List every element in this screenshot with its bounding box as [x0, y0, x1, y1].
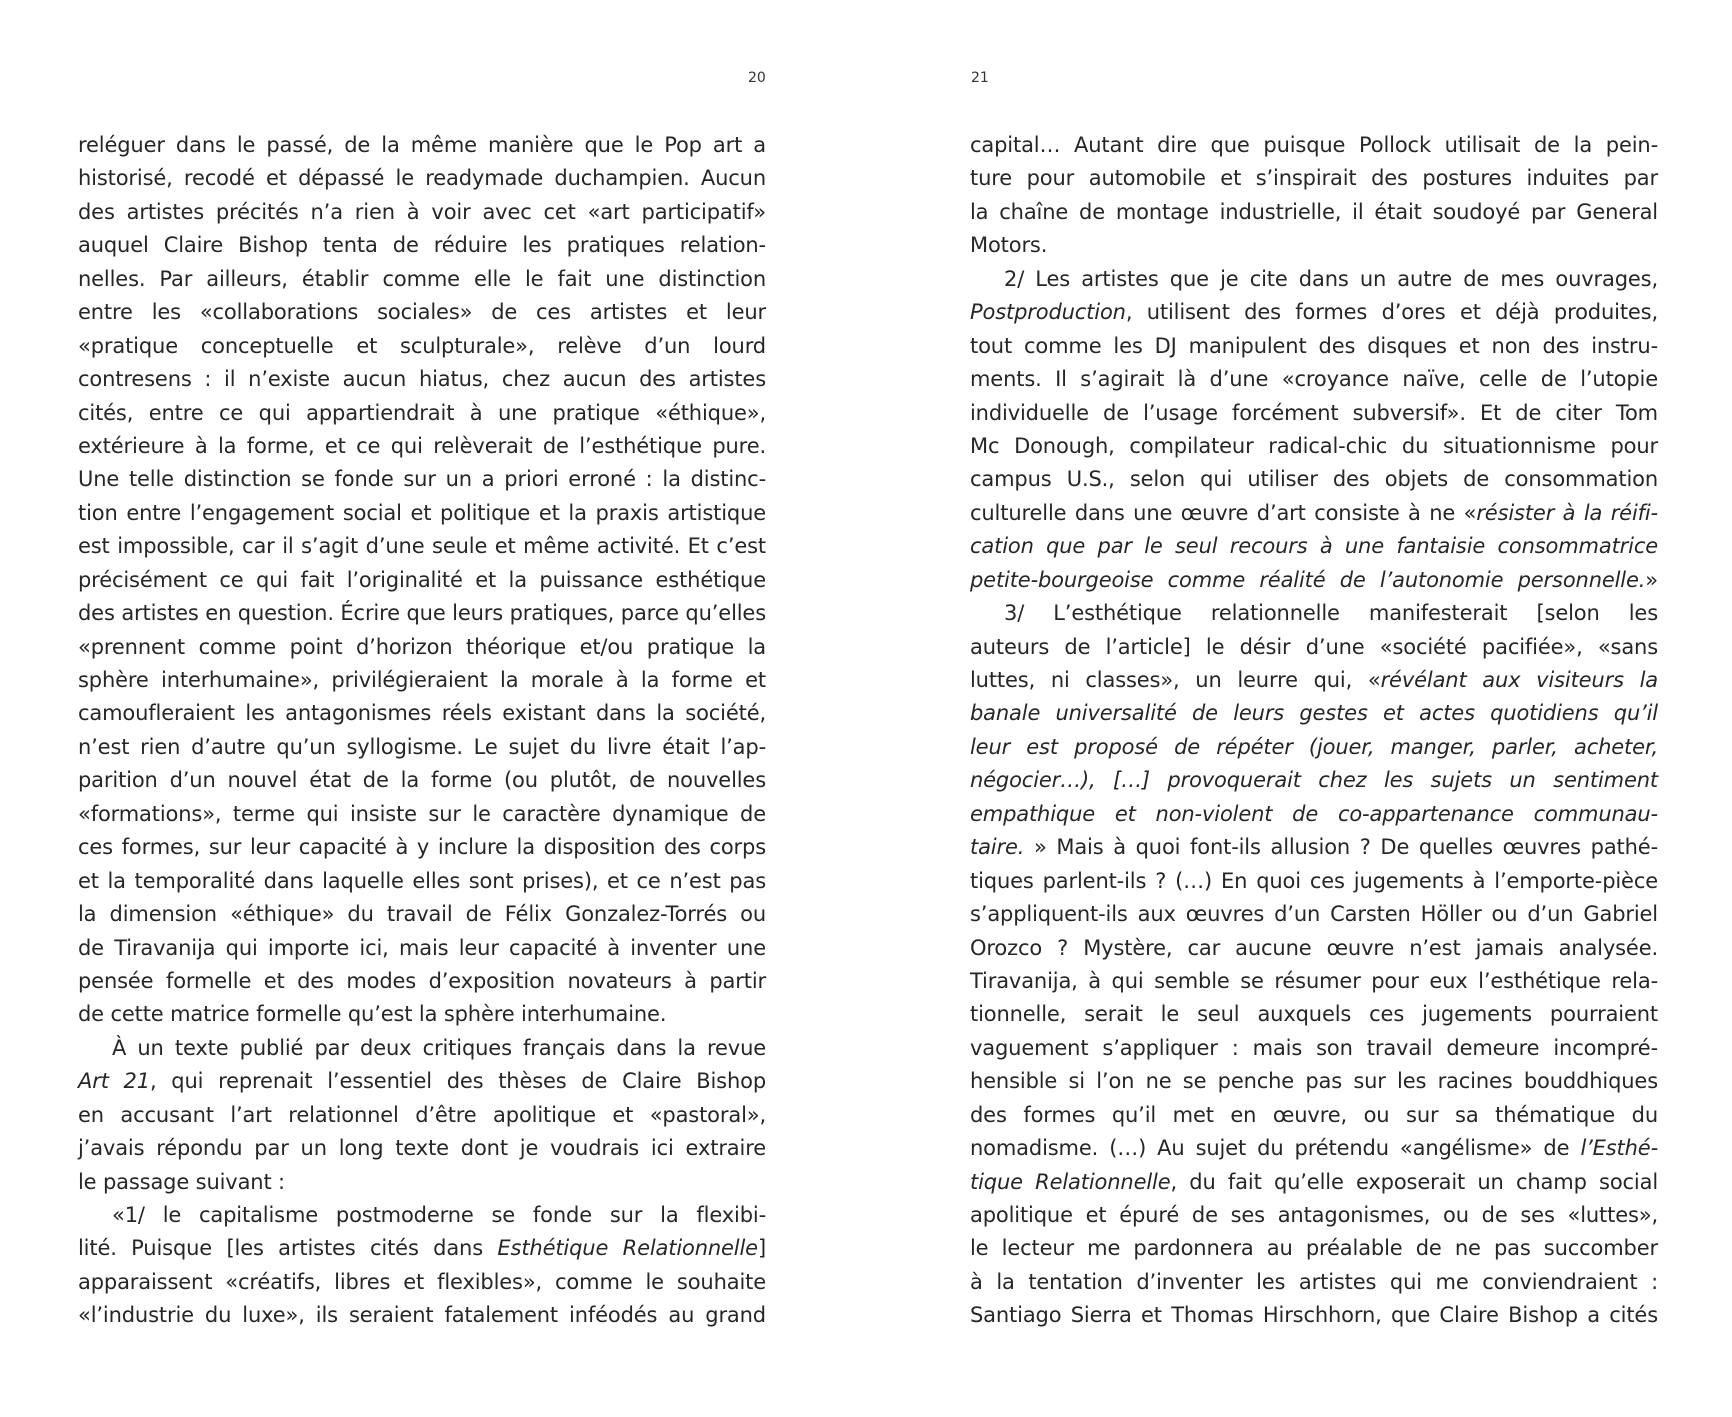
text-line [78, 463, 766, 496]
text-line [78, 430, 766, 463]
text-line [970, 764, 1658, 797]
italic-text: Art 21 [78, 1069, 150, 1094]
text-segment: extérieure à la forme, et ce qui relèverait de l’esthétique pure. [78, 433, 766, 458]
text-segment: cités, entre ce qui appartiendrait à une pratique «éthique», [78, 400, 766, 425]
text-segment: lité. Puisque [les artistes cités dans [78, 1236, 498, 1261]
text-line [78, 564, 766, 597]
text-line [970, 129, 1658, 162]
italic-text: tique Relationnelle [970, 1169, 1171, 1194]
text-line [78, 731, 766, 764]
text-segment: en accusant l’art relationnel d’être apolitique et «pastoral», [78, 1102, 766, 1127]
text-segment: entre les «collaborations sociales» de ces artistes et leur [78, 300, 766, 325]
text-segment: tion entre l’engagement social et politique et la praxis artistique [78, 500, 766, 525]
text-line [970, 463, 1658, 496]
text-line [78, 831, 766, 864]
text-segment: «l’industrie du luxe», ils seraient fatalement inféodés au grand [78, 1303, 766, 1328]
italic-text: petite-bourgeoise comme réalité de l’autonomie personnelle. [970, 567, 1646, 592]
text-line [78, 1065, 766, 1098]
text-line [78, 932, 766, 965]
text-segment: reléguer dans le passé, de la même manière que le Pop art a [78, 133, 766, 157]
text-line [970, 865, 1658, 898]
text-line [970, 831, 1658, 864]
page-number: 20 [748, 70, 766, 86]
text-segment: apparaissent «créatifs, libres et flexibles», comme le souhaite [78, 1269, 766, 1294]
text-line [78, 263, 766, 296]
italic-text: empathique et non-violent de co-appartenance communau- [970, 801, 1658, 826]
text-segment: et la temporalité dans laquelle elles sont prises), et ce n’est pas [78, 868, 766, 893]
text-line [78, 865, 766, 898]
text-segment: tiques parlent-ils ? (…) En quoi ces jugements à l’emporte-pièce [970, 868, 1658, 893]
text-segment: s’appliquent-ils aux œuvres d’un Carsten Höller ou d’un Gabriel [970, 902, 1658, 927]
text-segment: de cette matrice formelle qu’est la sphère interhumaine. [78, 1002, 667, 1027]
text-segment: pensée formelle et des modes d’exposition novateurs à partir [78, 968, 766, 993]
italic-text: révélant aux visiteurs la [1380, 668, 1658, 692]
italic-text: cation que par le seul recours à une fantaisie consommatrice [970, 534, 1658, 559]
text-line [970, 430, 1658, 463]
text-segment: camoufleraient les antagonismes réels existant dans la société, [78, 701, 766, 726]
text-line [970, 1032, 1658, 1065]
text-segment: auteurs de l’article] le désir d’une «société pacifiée», «sans [970, 634, 1658, 659]
text-segment: 3/ L’esthétique relationnelle manifesterait [selon les [1004, 601, 1658, 626]
text-segment: » [1645, 567, 1658, 592]
text-line [970, 798, 1658, 831]
italic-text: résister à la réifi- [1476, 500, 1658, 525]
italic-text: banale universalité de leurs gestes et actes quotidiens qu’il [970, 701, 1658, 726]
text-line [970, 397, 1658, 430]
text-line [970, 1132, 1658, 1165]
text-line [970, 296, 1658, 329]
text-line [970, 631, 1658, 664]
text-segment: des artistes précités n’a rien à voir avec cet «art participatif» [78, 199, 766, 224]
text-line [970, 1299, 1658, 1332]
italic-text: Postproduction [970, 300, 1126, 325]
right-page [866, 0, 1732, 1417]
text-segment: contresens : il n’existe aucun hiatus, chez aucun des artistes [78, 367, 766, 392]
text-line [78, 363, 766, 396]
text-line [970, 330, 1658, 363]
text-segment: «1/ le capitalisme postmoderne se fonde sur la flexibi- [112, 1203, 766, 1227]
text-line [78, 1099, 766, 1132]
text-segment: nomadisme. (…) Au sujet du prétendu «angélisme» de [970, 1136, 1581, 1161]
text-line [970, 363, 1658, 396]
text-segment: ces formes, sur leur capacité à y inclure la disposition des corps [78, 835, 766, 860]
text-line [78, 162, 766, 195]
italic-text: négocier…), […] provoquerait chez les sujets un sentiment [970, 768, 1658, 793]
text-line [78, 1032, 766, 1065]
text-segment: auquel Claire Bishop tenta de réduire les pratiques relation- [78, 233, 766, 258]
text-line [78, 664, 766, 697]
text-line [78, 965, 766, 998]
body-text [78, 129, 766, 1333]
text-line [78, 798, 766, 831]
text-segment: vaguement s’appliquer : mais son travail demeure incompré- [970, 1035, 1658, 1060]
text-line [970, 196, 1658, 229]
text-line [78, 1232, 766, 1265]
text-segment: la dimension «éthique» du travail de Félix Gonzalez-Torrés ou [78, 902, 766, 927]
text-line [970, 1166, 1658, 1199]
text-line [78, 898, 766, 931]
text-line [78, 196, 766, 229]
text-segment: À un texte publié par deux critiques français dans la revue [112, 1035, 766, 1060]
text-line [78, 530, 766, 563]
text-line [970, 564, 1658, 597]
text-line [970, 530, 1658, 563]
text-line [78, 1199, 766, 1232]
text-line [970, 1099, 1658, 1132]
text-segment: de Tiravanija qui importe ici, mais leur capacité à inventer une [78, 935, 766, 960]
text-segment: apolitique et épuré de ses antagonismes, ou de ses «luttes», [970, 1203, 1658, 1227]
text-line [78, 397, 766, 430]
text-line [970, 597, 1658, 630]
text-line [78, 229, 766, 262]
text-line [970, 998, 1658, 1031]
text-line [78, 998, 766, 1031]
text-segment: tout comme les DJ manipulent des disques et non des instru- [970, 333, 1658, 358]
text-segment: capital… Autant dire que puisque Pollock utilisait de la pein- [970, 133, 1658, 157]
text-segment: » Mais à quoi font-ils allusion ? De quelles œuvres pathé- [1024, 835, 1658, 860]
text-line [78, 497, 766, 530]
text-segment: hensible si l’on ne se penche pas sur les racines bouddhiques [970, 1069, 1658, 1094]
text-line [78, 1299, 766, 1332]
text-line [970, 731, 1658, 764]
text-segment: n’est rien d’autre qu’un syllogisme. Le sujet du livre était l’ap- [78, 734, 766, 759]
text-segment: Mc Donough, compilateur radical-chic du situationnisme pour [970, 433, 1658, 458]
italic-text: taire. [970, 835, 1025, 860]
text-line [970, 1199, 1658, 1232]
text-line [78, 1266, 766, 1299]
text-segment: tionnelle, serait le seul auxquels ces jugements pourraient [970, 1002, 1658, 1027]
text-segment: Orozco ? Mystère, car aucune œuvre n’est jamais analysée. [970, 935, 1658, 960]
text-segment: ture pour automobile et s’inspirait des postures induites par [970, 166, 1658, 191]
text-segment: , utilisent des formes d’ores et déjà produites, [1125, 300, 1658, 325]
text-segment: Une telle distinction se fonde sur un a priori erroné : la distinc- [78, 467, 766, 492]
text-line [970, 932, 1658, 965]
text-segment: sphère interhumaine», privilégieraient la morale à la forme et [78, 668, 766, 692]
text-segment: le passage suivant : [78, 1169, 285, 1194]
text-segment: le lecteur me pardonnera au préalable de ne pas succomber [970, 1236, 1658, 1261]
text-line [78, 697, 766, 730]
text-segment: est impossible, car il s’agit d’une seule et même activité. Et c’est [78, 534, 766, 559]
page-number: 21 [971, 70, 989, 86]
text-line [78, 129, 766, 162]
text-line [970, 1065, 1658, 1098]
text-segment: Motors. [970, 233, 1048, 258]
text-line [970, 664, 1658, 697]
text-segment: , du fait qu’elle exposerait un champ social [1170, 1169, 1659, 1194]
text-segment: 2/ Les artistes que je cite dans un autre de mes ouvrages, [1004, 266, 1658, 291]
text-line [78, 330, 766, 363]
italic-text: l’Esthé- [1580, 1136, 1658, 1161]
text-segment: «formations», terme qui insiste sur le caractère dynamique de [78, 801, 766, 826]
text-segment: campus U.S., selon qui utiliser des objets de consommation [970, 467, 1658, 492]
text-line [78, 1132, 766, 1165]
text-segment: «prennent comme point d’horizon théorique et/ou pratique la [78, 634, 766, 659]
text-segment: historisé, recodé et dépassé le readymade duchampien. Aucun [78, 166, 766, 191]
italic-text: Esthétique Relationnelle [497, 1236, 758, 1261]
text-line [78, 631, 766, 664]
body-text [970, 129, 1658, 1333]
text-line [78, 764, 766, 797]
text-line [970, 162, 1658, 195]
text-segment: Tiravanija, à qui semble se résumer pour eux l’esthétique rela- [970, 968, 1658, 993]
text-segment: Santiago Sierra et Thomas Hirschhorn, que Claire Bishop a cités [970, 1303, 1658, 1328]
text-segment: luttes, ni classes», un leurre qui, « [970, 668, 1381, 692]
text-line [78, 1166, 766, 1199]
text-segment: ] [757, 1236, 766, 1261]
text-segment: culturelle dans une œuvre d’art consiste à ne « [970, 500, 1477, 525]
italic-text: leur est proposé de répéter (jouer, manger, parler, acheter, [970, 734, 1658, 759]
text-line [970, 697, 1658, 730]
text-line [970, 263, 1658, 296]
text-segment: la chaîne de montage industrielle, il était soudoyé par General [970, 199, 1658, 224]
text-segment: nelles. Par ailleurs, établir comme elle le fait une distinction [78, 266, 766, 291]
text-segment: des formes qu’il met en œuvre, ou sur sa thématique du [970, 1102, 1658, 1127]
text-line [970, 497, 1658, 530]
text-segment: ments. Il s’agirait là d’une «croyance naïve, celle de l’utopie [970, 367, 1658, 392]
text-segment: des artistes en question. Écrire que leurs pratiques, parce qu’elles [78, 601, 766, 626]
text-line [970, 229, 1658, 262]
text-line [970, 1266, 1658, 1299]
text-line [78, 296, 766, 329]
text-segment: j’avais répondu par un long texte dont je voudrais ici extraire [78, 1136, 766, 1161]
text-line [970, 898, 1658, 931]
text-segment: parition d’un nouvel état de la forme (ou plutôt, de nouvelles [78, 768, 766, 793]
text-line [78, 597, 766, 630]
text-segment: , qui reprenait l’essentiel des thèses de Claire Bishop [149, 1069, 766, 1094]
text-segment: individuelle de l’usage forcément subversif». Et de citer Tom [970, 400, 1658, 425]
text-line [970, 965, 1658, 998]
text-segment: à la tentation d’inventer les artistes qui me conviendraient : [970, 1269, 1658, 1294]
text-line [970, 1232, 1658, 1265]
text-segment: précisément ce qui fait l’originalité et la puissance esthétique [78, 567, 766, 592]
text-segment: «pratique conceptuelle et sculpturale», relève d’un lourd [78, 333, 766, 358]
